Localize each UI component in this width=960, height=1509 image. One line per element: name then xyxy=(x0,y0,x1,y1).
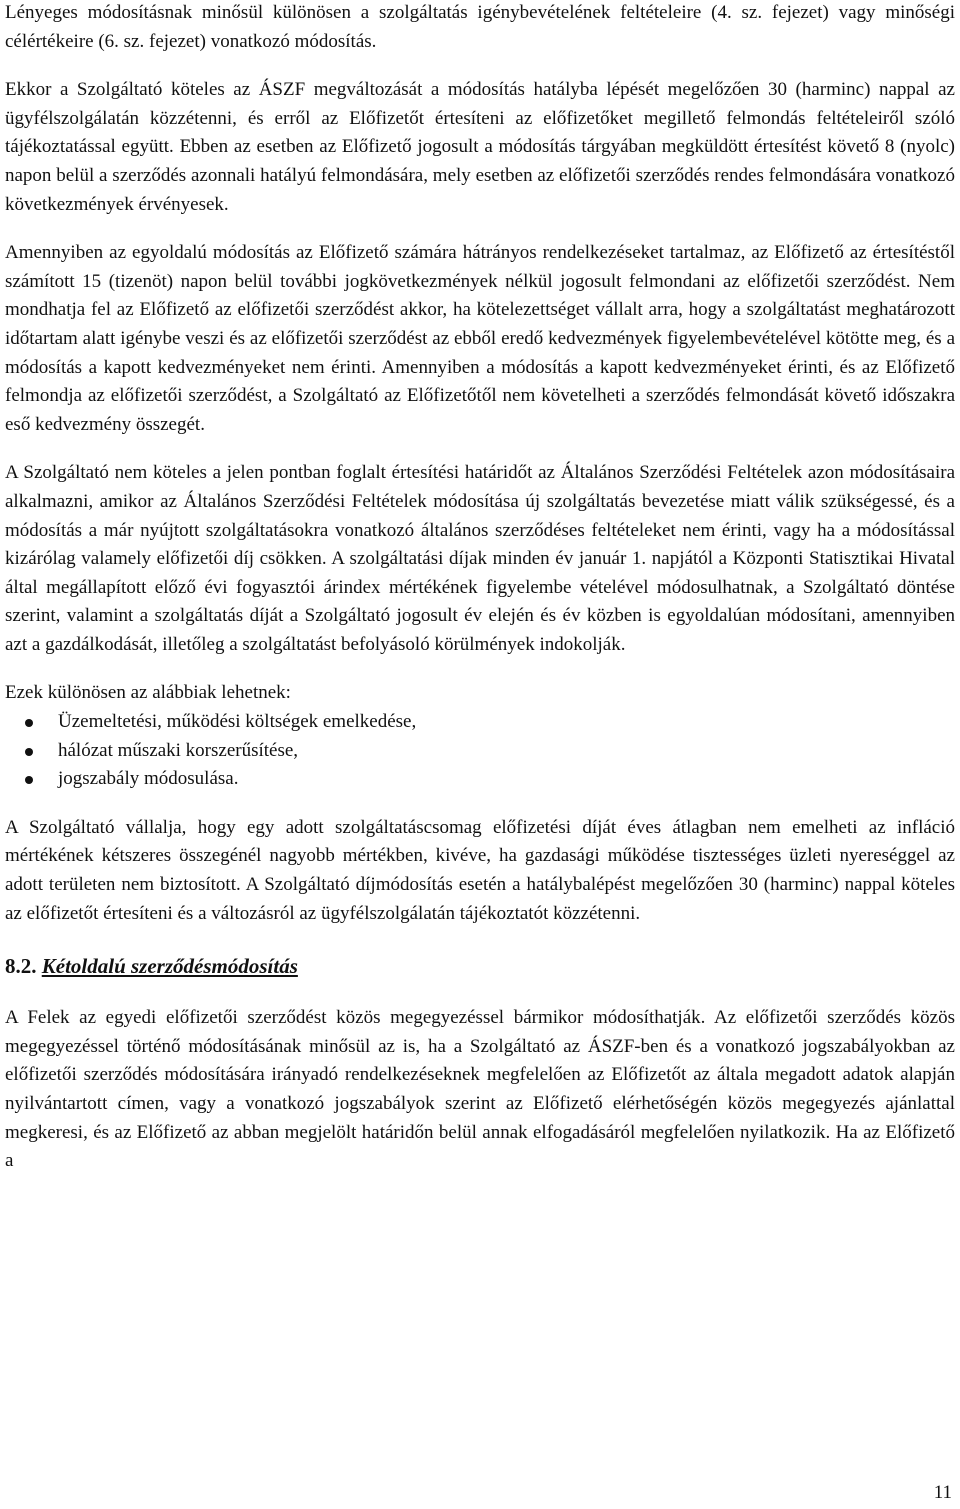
reasons-list xyxy=(5,708,955,794)
bullet-icon xyxy=(25,776,33,784)
paragraph-dijemeles-korlat: A Szolgáltató vállalja, hogy egy adott szolgáltatáscsomag előfizetési díját éves átlagban nem emelheti az infláció mértékének kétszeres összegénél nagyobb mértékben, kivéve, ha gazdasági működése tisztességes üzleti nyereséggel az adott területen nem biztosított. A Szolgáltató díjmódosítás esetén a hatálybalépést megelőzően 30 (harminc) nappal köteles az előfizetőt értesíteni és a változásról az ügyfélszolgálatán tájékoztatót közzétenni. xyxy=(5,816,955,924)
paragraph-ertesitesi-hatarido: A Szolgáltató nem köteles a jelen pontban foglalt értesítési határidőt az Általános Szerződési Feltételek azon módosításaira alkalmazni, amikor az Általános Szerződési Feltételek módosítása új szolgáltatás bevezetése miatt válik szükségessé, és a módosítás a már nyújtott szolgáltatásokra vonatkozó általános szerződéses feltételeket nem érinti, vagy ha a módosítással kizárólag valamely előfizetői díj csökken. A szolgáltatási díjak minden év január 1. napjától a Központi Statisztikai Hivatal által megállapított előző évi fogyasztói árindex mértékének figyelembe vételével módosulhatnak, a Szolgáltató döntése szerint, valamint a szolgáltatás díját a Szolgáltató jogosult év elején és év közben is egyoldalúan módosítani, amennyiben azt a gazdálkodását, illetőleg a szolgáltatást befolyásoló körülmények indokolják. xyxy=(5,462,955,655)
list-item-text: jogszabály módosulása. xyxy=(58,768,239,790)
paragraph-hatranyos-modositas: Amennyiben az egyoldalú módosítás az Előfizető számára hátrányos rendelkezéseket tartalmaz, az Előfizető az értesítéstől számított 15 (tizenöt) napon belül további jogkövetkezmények nélkül jogosult felmondani az előfizetői szerződést. Nem mondhatja fel az Előfizető az előfizetői szerződést akkor, ha kötelezettséget vállalt arra, hogy a szolgáltatást meghatározott időtartam alatt igénybe veszi és az előfizetői szerződést az ebből eredő kedvezmények figyelembevételével kötötte meg, és a módosítás a kapott kedvezményeket nem érinti. Amennyiben a módosítás a kapott kedvezményeket érinti, és az Előfizető felmondja az előfizetői szerződést, a Szolgáltató az Előfizetőtől nem követelheti a szerződés felmondását követő időszakra eső kedvezmény összegét. xyxy=(5,242,955,435)
bullet-icon xyxy=(25,748,33,756)
paragraph-lenyeges-modositas: Lényeges módosításnak minősül különösen a szolgáltatás igénybevételének feltételeire (4. sz. fejezet) vagy minőségi célértékeire (6. sz. fejezet) vonatkozó módosítás. xyxy=(5,2,955,52)
document-page xyxy=(5,0,955,1176)
bullet-icon xyxy=(25,719,33,727)
list-item-text: Üzemeltetési, működési költségek emelkedése, xyxy=(58,711,417,733)
list-item xyxy=(5,708,955,737)
list-item-text: hálózat műszaki korszerűsítése, xyxy=(58,739,299,761)
paragraph-ezek-kulonosen: Ezek különösen az alábbiak lehetnek: xyxy=(5,682,291,704)
section-heading xyxy=(5,952,955,980)
section-title: Kétoldalú szerződésmódosítás xyxy=(41,954,298,979)
section-number: 8.2. xyxy=(5,954,37,979)
list-item xyxy=(5,737,955,766)
paragraph-kozzetetel: Ekkor a Szolgáltató köteles az ÁSZF megváltozását a módosítás hatályba lépését megelőzően 30 (harminc) nappal az ügyfélszolgálatán közzétenni, és erről az Előfizetőt értesíteni az előfizetőket megillető felmondás feltételeiről szóló tájékoztatással együtt. Ebben az esetben az Előfizető jogosult a módosítás tárgyában megküldött értesítést követő 8 (nyolc) napon belül a szerződés azonnali hatályú felmondására, mely esetben az előfizetői szerződés rendes felmondására vonatkozó következmények érvényesek. xyxy=(5,79,955,215)
list-item xyxy=(5,765,955,794)
page-number: 11 xyxy=(933,1482,952,1503)
paragraph-kozos-megegyezes: A Felek az egyedi előfizetői szerződést közös megegyezéssel bármikor módosíthatják. Az előfizetői szerződés közös megegyezéssel történő módosításának minősül az is, ha a Szolgáltató az ÁSZF-ben és a vonatkozó jogszabályokban az előfizetői szerződés módosítására irányadó rendelkezéseknek megfelelően az Előfizetőt az általa megadott adatok alapján nyilvántartott címen, vagy a vonatkozó jogszabályok szerint az Előfizető elérhetőségén közös megegyezés ajánlattal megkeresi, és az Előfizető az abban megjelölt határidőn belül annak elfogadásáról megfelelően nyilatkozik. Ha az Előfizető a xyxy=(5,1007,955,1172)
